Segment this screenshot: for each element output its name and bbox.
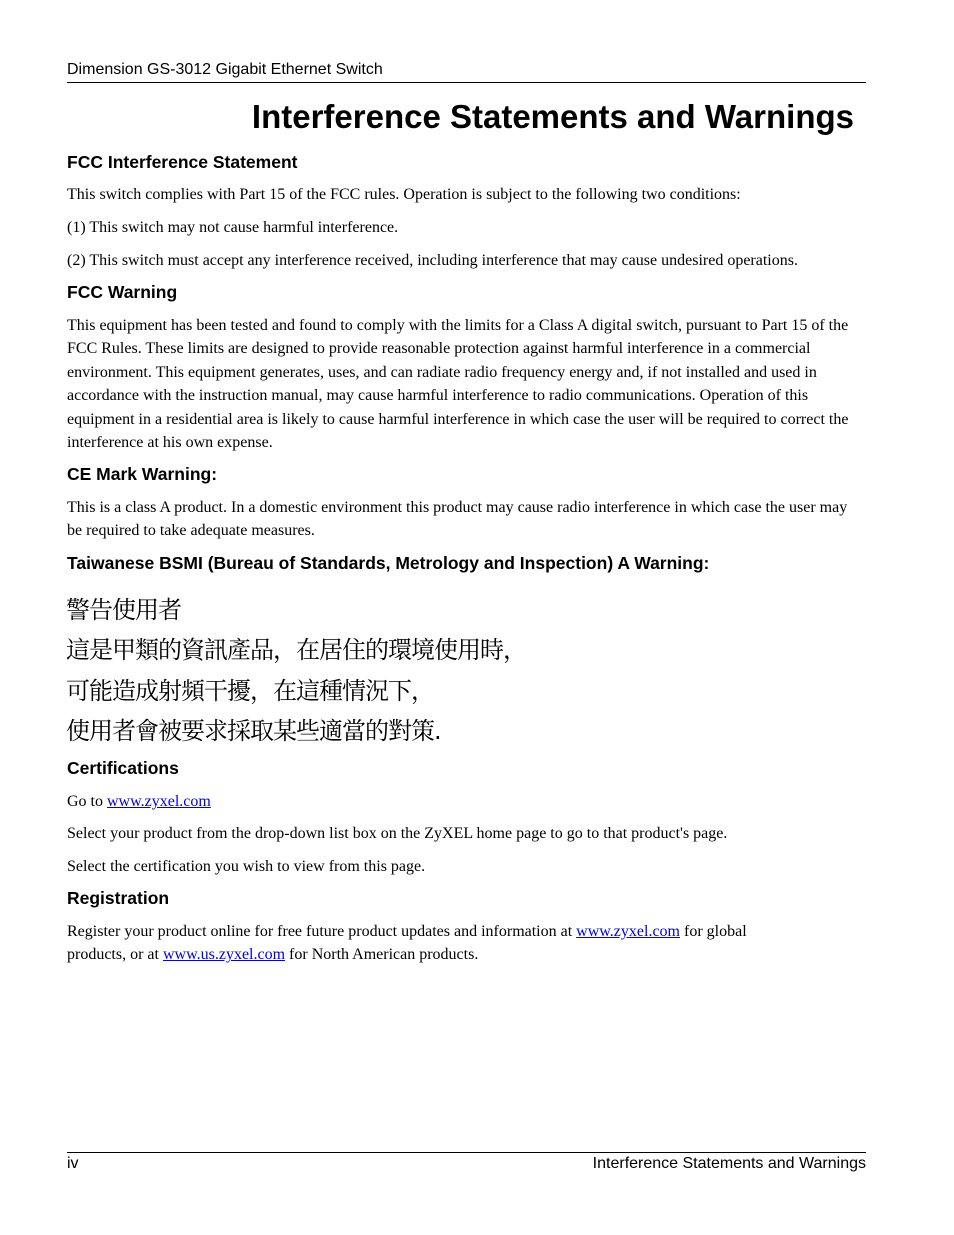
bsmi-heading: Taiwanese BSMI (Bureau of Standards, Metrology and Inspection) A Warning: [67, 553, 710, 573]
fcc-interference-p1: This switch complies with Part 15 of the FCC rules. Operation is subject to the following two conditions: [67, 186, 741, 203]
goto-prefix: Go to [67, 793, 107, 810]
fcc-interference-p2: (1) This switch may not cause harmful interference. [67, 219, 399, 236]
registration-zyxel-link[interactable]: www.zyxel.com [576, 923, 680, 940]
ce-mark-body: This is a class A product. In a domestic environment this product may cause radio interference in which case the user may be required to take adequate measures. [67, 499, 848, 540]
page-title: Interference Statements and Warnings [251, 98, 854, 135]
zyxel-link[interactable]: www.zyxel.com [107, 793, 211, 810]
registration-text-2: for global products, or at [67, 923, 747, 964]
fcc-warning-body: This equipment has been tested and found to comply with the limits for a Class A digital switch, pursuant to Part 15 of the FCC Rules. These limits are designed to provide reasonable protection against harmful interference in a commercial environment. This equipment generates, uses, and can radiate radio frequency energy and, if not installed and used in accordance with the instruction manual, may cause harmful interference to radio communications. Operation of this equipment in a residential area is likely to cause harmful interference in which case the user will be required to correct the interference at his own expense. [67, 317, 849, 452]
registration-heading: Registration [67, 888, 170, 908]
running-header [67, 60, 866, 83]
certifications-heading: Certifications [67, 758, 179, 778]
footer-chapter-title: Interference Statements and Warnings [592, 1155, 866, 1172]
registration-body [67, 920, 807, 967]
fcc-interference-p3: (2) This switch must accept any interference received, including interference that may cause undesired operations. [67, 252, 798, 269]
registration-us-zyxel-link[interactable]: www.us.zyxel.com [162, 946, 286, 964]
fcc-interference-heading: FCC Interference Statement [67, 152, 298, 172]
bsmi-line-1: 警告使用者 [66, 596, 181, 624]
bsmi-line-3: 可能造成射頻干擾，在這種情況下， [66, 677, 434, 705]
running-footer [67, 1152, 866, 1175]
certifications-p2: Select your product from the drop-down list box on the ZyXEL home page to go to that product's page. [67, 825, 728, 842]
bsmi-line-4: 使用者會被要求採取某些適當的對策. [66, 717, 441, 745]
certifications-p3: Select the certification you wish to view from this page. [67, 858, 426, 875]
header-text: Dimension GS-3012 Gigabit Ethernet Switch [67, 61, 383, 78]
registration-text-1: Register your product online for free future product updates and information at [67, 923, 577, 940]
fcc-warning-heading: FCC Warning [67, 282, 178, 302]
page-number: iv [67, 1155, 79, 1172]
registration-text-3: for North American products. [285, 946, 479, 964]
certifications-goto [67, 790, 857, 813]
bsmi-line-2: 這是甲類的資訊產品，在居住的環境使用時， [66, 636, 526, 664]
ce-mark-heading: CE Mark Warning: [67, 464, 218, 484]
